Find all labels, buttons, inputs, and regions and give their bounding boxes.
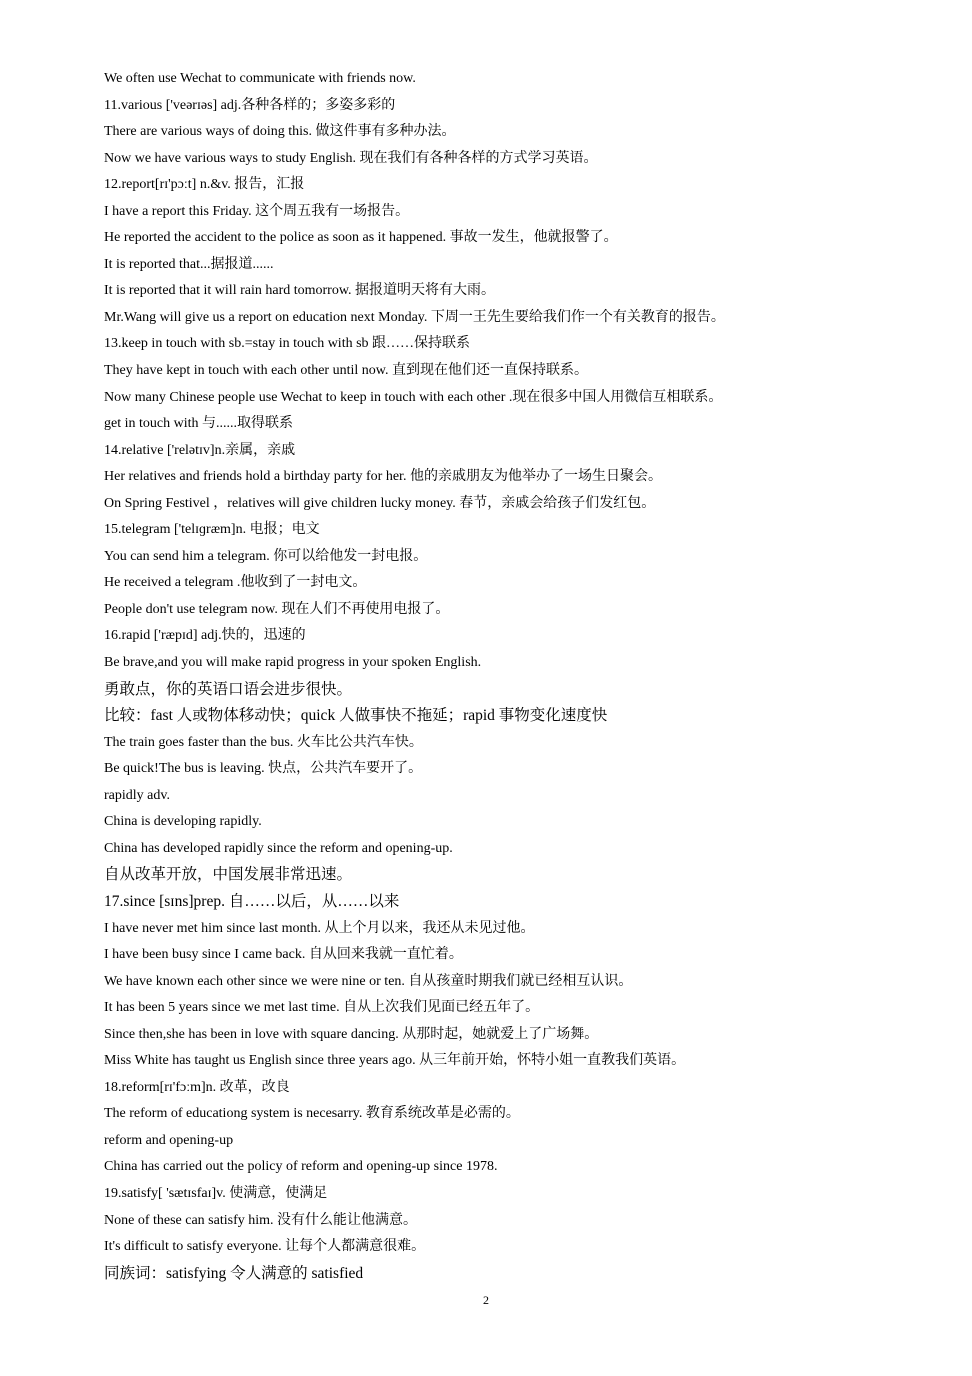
vocab-heading: 18.reform[rɪ'fɔːm]n. 改革，改良 [104, 1079, 290, 1095]
vocab-heading: 16.rapid ['ræpɪd] adj.快的，迅速的 [104, 628, 306, 644]
text-line: You can send him a telegram. 你可以给他发一封电报。 [104, 548, 428, 564]
text-line: We have known each other since we were nine or ten. 自从孩童时期我们就已经相互认识。 [104, 973, 633, 989]
text-line: He received a telegram .他收到了一封电文。 [104, 575, 367, 591]
text-line: It is reported that it will rain hard tomorrow. 据报道明天将有大雨。 [104, 283, 496, 299]
text-line: reform and opening-up [104, 1132, 234, 1148]
text-line: Now we have various ways to study English. 现在我们有各种各样的方式学习英语。 [104, 150, 598, 166]
text-line: None of these can satisfy him. 没有什么能让他满意。 [104, 1212, 418, 1228]
text-line: It's difficult to satisfy everyone. 让每个人都满意很难。 [104, 1239, 426, 1255]
page-number: 2 [483, 1293, 489, 1307]
vocab-heading: 17.since [sɪns]prep. 自……以后，从……以来 [104, 892, 400, 910]
text-line: 自从改革开放，中国发展非常迅速。 [104, 866, 353, 884]
text-line: rapidly adv. [104, 787, 170, 803]
word-family-line: 同族词：satisfying 令人满意的 satisfied [104, 1264, 364, 1282]
text-line: I have a report this Friday. 这个周五我有一场报告。 [104, 203, 410, 219]
page-body [104, 66, 884, 1287]
text-line: Miss White has taught us English since three years ago. 从三年前开始，怀特小姐一直教我们英语。 [104, 1053, 686, 1069]
text-line: Be brave,and you will make rapid progress in your spoken English. [104, 655, 482, 671]
text-line: He reported the accident to the police as soon as it happened. 事故一发生，他就报警了。 [104, 230, 618, 246]
text-line: I have never met him since last month. 从上个月以来，我还从未见过他。 [104, 920, 535, 936]
vocab-heading: 12.report[rɪ'pɔːt] n.&v. 报告，汇报 [104, 177, 305, 193]
text-line: Be quick!The bus is leaving. 快点，公共汽车要开了。 [104, 761, 423, 777]
text-line: There are various ways of doing this. 做这件事有多种办法。 [104, 124, 456, 140]
text-line: The reform of educationg system is necesarry. 教育系统改革是必需的。 [104, 1106, 520, 1122]
text-line: We often use Wechat to communicate with friends now. [104, 71, 416, 86]
text-line: 勇敢点，你的英语口语会进步很快。 [104, 680, 353, 698]
vocab-heading: 15.telegram ['telɪɡræm]n. 电报；电文 [104, 522, 320, 538]
text-line: On Spring Festivel ，relatives will give children lucky money. 春节，亲戚会给孩子们发红包。 [104, 495, 656, 511]
text-line: China is developing rapidly. [104, 814, 262, 830]
text-line: The train goes faster than the bus. 火车比公共汽车快。 [104, 734, 423, 750]
vocab-heading: 19.satisfy[ 'sætɪsfaɪ]v. 使满意，使满足 [104, 1185, 328, 1201]
text-line: China has carried out the policy of reform and opening-up since 1978. [104, 1159, 498, 1175]
text-line: Now many Chinese people use Wechat to keep in touch with each other .现在很多中国人用微信互相联系。 [104, 389, 723, 405]
text-line: Her relatives and friends hold a birthday party for her. 他的亲戚朋友为他举办了一场生日聚会。 [104, 469, 662, 485]
text-line: China has developed rapidly since the reform and opening-up. [104, 840, 453, 856]
comparison-line: 比较：fast 人或物体移动快；quick 人做事快不拖延；rapid 事物变化速度快 [104, 707, 608, 725]
vocab-heading: 14.relative ['relətɪv]n.亲属，亲戚 [104, 442, 296, 458]
text-line: Since then,she has been in love with square dancing. 从那时起，她就爱上了广场舞。 [104, 1026, 599, 1042]
text-line: get in touch with 与......取得联系 [104, 416, 293, 432]
vocab-heading: 11.various ['veərɪəs] adj.各种各样的；多姿多彩的 [104, 97, 396, 113]
text-line: They have kept in touch with each other until now. 直到现在他们还一直保持联系。 [104, 363, 588, 379]
text-line: People don't use telegram now. 现在人们不再使用电报了。 [104, 601, 450, 617]
text-line: It has been 5 years since we met last time. 自从上次我们见面已经五年了。 [104, 1000, 540, 1016]
vocab-heading: 13.keep in touch with sb.=stay in touch with sb 跟……保持联系 [104, 336, 471, 352]
text-line: I have been busy since I came back. 自从回来我就一直忙着。 [104, 947, 463, 963]
text-line: It is reported that...据报道...... [104, 256, 274, 272]
text-line: Mr.Wang will give us a report on education next Monday. 下周一王先生要给我们作一个有关教育的报告。 [104, 309, 725, 325]
